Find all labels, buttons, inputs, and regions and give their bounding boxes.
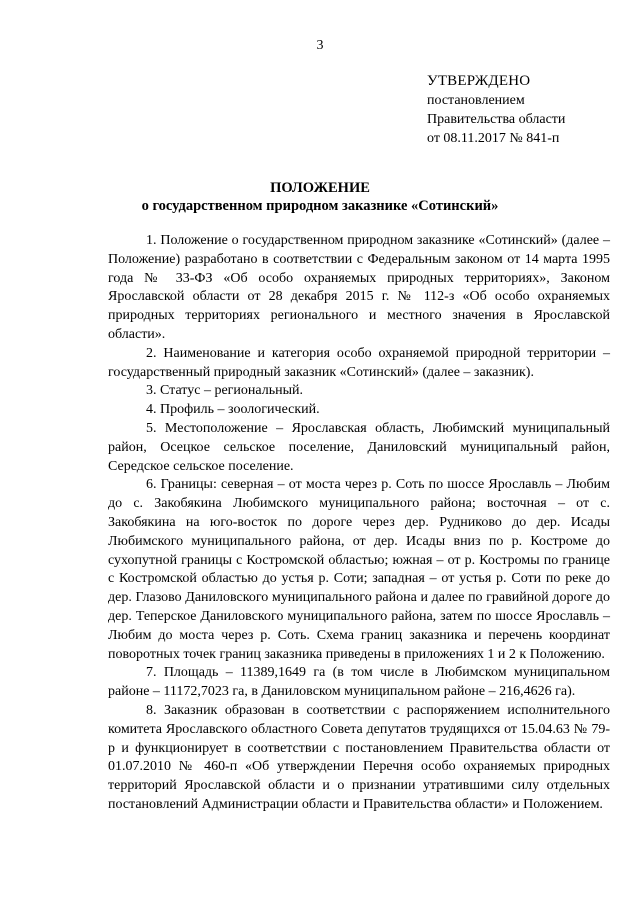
paragraph-4: 4. Профиль – зоологический. xyxy=(146,402,320,418)
approval-reference: от 08.11.2017 № 841-п xyxy=(427,131,560,146)
paragraph-3: 3. Статус – региональный. xyxy=(146,383,303,399)
document-subtitle: о государственном природном заказнике «Сотинский» xyxy=(141,198,499,214)
paragraph-7: 7. Площадь – 11389,1649 га (в том числе в Любимском муниципальном районе – 11172,7023 га, в Даниловском муниципальном районе – 216,4626 га). xyxy=(108,665,610,700)
document-title: ПОЛОЖЕНИЕ xyxy=(270,180,370,196)
approval-heading: УТВЕРЖДЕНО xyxy=(427,73,531,89)
paragraph-5: 5. Местоположение – Ярославская область, Любимский муниципальный район, Осецкое сельское поселение, Даниловский муниципальный район, Середское сельское поселение. xyxy=(108,420,610,474)
approval-line: Правительства области xyxy=(427,112,566,127)
page-number: 3 xyxy=(316,38,324,53)
document-body xyxy=(108,232,610,815)
approval-line: постановлением xyxy=(427,93,525,108)
paragraph-2: 2. Наименование и категория особо охраняемой природной территории – государственный природный заказник «Сотинский» (далее – заказник). xyxy=(108,345,610,380)
paragraph-6: 6. Границы: северная – от моста через р. Соть по шоссе Ярославль – Любим до с. Закобякина Любимского муниципального района; восточная – от с. Закобякина на юго-восток по дороге через дер. Рудниково до дер. Исады Любимского муниципального района, от дер. Исады вниз по р. Костроме до сухопутной границы с Костромской областью; южная – от р. Костромы по границе с Костромской областью до устья р. Соти; западная – от устья р. Соти по реке до дер. Глазово Даниловского муниципального района и далее по гравийной дороге до дер. Теперское Даниловского муниципального района, затем по шоссе Ярославль – Любим до моста через р. Соть. Схема границ заказника и перечень координат поворотных точек границ заказника приведены в приложениях 1 и 2 к Положению. xyxy=(108,477,610,662)
paragraph-8: 8. Заказник образован в соответствии с распоряжением исполнительного комитета Ярославского областного Совета депутатов трудящихся от 15.04.63 № 79-р и функционирует в соответствии с постановлением Правительства области от 01.07.2010 № 460-п «Об утверждении Перечня особо охраняемых природных территорий Ярославской области и о признании утратившими силу отдельных постановлений Администрации области и Правительства области» и Положением. xyxy=(108,702,610,812)
approval-block xyxy=(427,72,627,148)
paragraph-1: 1. Положение о государственном природном заказнике «Сотинский» (далее – Положение) разработано в соответствии с Федеральным законом от 14 марта 1995 года № 33-ФЗ «Об особо охраняемых природных территориях», Законом Ярославской области от 28 декабря 2015 г. № 112-з «Об особо охраняемых природных территориях регионального и местного значения в Ярославской области». xyxy=(108,233,610,342)
